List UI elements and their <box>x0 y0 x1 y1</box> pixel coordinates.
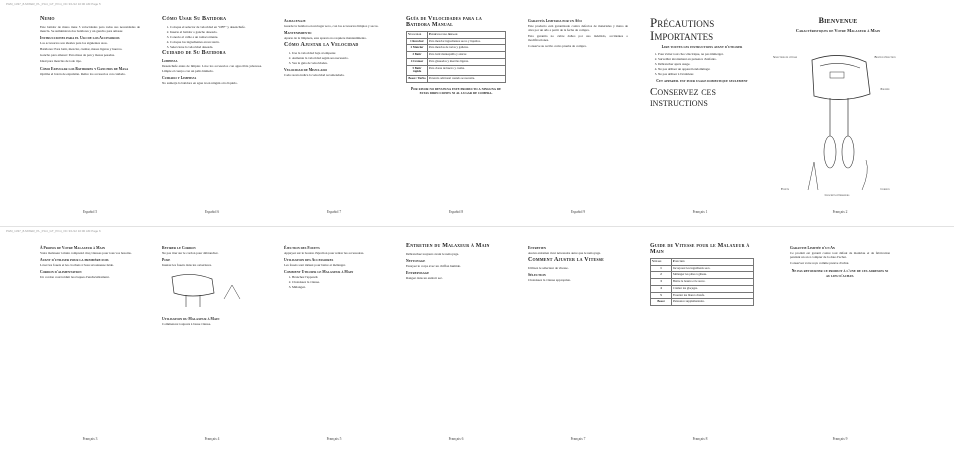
subheading: Utilisation des Accessoires <box>284 258 334 263</box>
steps-list <box>162 25 262 49</box>
table-header-row <box>407 32 506 39</box>
mixer-body <box>812 55 870 99</box>
page-number: Français 4 <box>204 437 220 441</box>
list-item: 3. Mélangez. <box>292 285 384 289</box>
subheading: Entretien <box>528 246 547 250</box>
list-item: 3. Débrancher après usage. <box>658 62 754 66</box>
subheading: Garantía Limitada por un Año <box>528 19 582 23</box>
subheading: Almacenaje <box>284 19 306 23</box>
paragraph: Un cordon court réduit les risques d'enchevêtrement. <box>40 275 110 280</box>
table-cell: Para glaseados y mezclas ligeras. <box>428 58 506 65</box>
paragraph: Utilisez le sélecteur de vitesse. <box>528 266 569 271</box>
column-6 <box>650 243 754 443</box>
subheading: Instrucciones para el Uso de los Accesorios <box>40 36 120 41</box>
steps-list <box>650 52 754 76</box>
column-7 <box>790 243 890 443</box>
label-beaters: Fouets <box>780 187 790 191</box>
page-title: Précautions Importantes <box>650 16 715 43</box>
paragraph: Ne pas tirer sur le cordon pour débrancher. <box>162 251 219 255</box>
table-cell: 4 <box>651 285 672 292</box>
subheading: Caractéristiques de Votre Malaxeur à Main <box>795 28 881 33</box>
column-4 <box>406 16 506 216</box>
label-speed-selector: Sélecteur de vitesse <box>772 55 798 59</box>
conserve-title: Conservez ces instructions <box>650 86 716 110</box>
table-cell: 2 Mezclar <box>407 45 428 52</box>
table-cell: 5 <box>651 292 672 299</box>
hand-mixer-illustration <box>800 52 880 202</box>
list-item: 1. Pour éviter tout choc électrique, ne pas immerger. <box>658 52 754 56</box>
column-2 <box>162 16 262 216</box>
subheading: Cuidado y Limpieza <box>162 75 197 80</box>
mixer-body <box>172 275 214 297</box>
list-item: 5. Seleccione la velocidad deseada. <box>170 45 262 49</box>
table-row <box>651 299 754 306</box>
table-cell: Para mezclas de tortas y galletas. <box>428 45 506 52</box>
column-5 <box>528 16 628 216</box>
page-number: Español 5 <box>82 210 98 214</box>
handle-outline <box>820 63 860 68</box>
page-number: Español 6 <box>204 210 220 214</box>
section-heading: Guide de Vitesse pour le Malaxeur à Main <box>650 243 750 255</box>
section-heading: Cómo Ajustar la Velocidad <box>284 42 359 49</box>
beater-insertion-illustration <box>162 269 252 309</box>
return-notice: Por favor no devuelva este producto a ninguna de estas direcciones ni al lugar de compra. <box>410 86 501 96</box>
paragraph: Laver les fouets et les crochets à l'eau savonneuse tiède. <box>40 263 114 268</box>
paragraph: Este producto está garantizado contra defectos de materiales y mano de obra por un año a partir de la fecha de compra. <box>528 24 628 33</box>
subheading: À Propos de Votre Malaxeur à Main <box>40 246 106 250</box>
subheading: Entreposage <box>406 271 430 276</box>
list-item: 5. Ne pas utiliser à l'extérieur. <box>658 72 754 76</box>
column-header: Ejemplos para Amasar <box>428 32 506 39</box>
paragraph: Ce produit est garanti contre tout défaut de matériau et de fabrication pendant un an à compter de la date d'achat. <box>790 251 890 260</box>
list-item: 2. Inserte el batidor o gancho deseado. <box>170 30 262 34</box>
page-number: Français 3 <box>82 437 98 441</box>
list-item: 3. Vea la guía de velocidades. <box>292 61 384 65</box>
table-row <box>407 75 506 82</box>
paragraph: Guarde la batidora en un lugar seco, con los accesorios limpios y secos. <box>284 24 379 28</box>
table-row <box>651 272 754 279</box>
paragraph: Essuyez le corps avec un chiffon humide. <box>406 264 461 269</box>
section-heading: Bienvenue <box>818 16 858 25</box>
subheading: Velocidad de Mezclado <box>284 68 327 73</box>
table-cell: Incorporer les ingrédients secs. <box>672 265 754 272</box>
column-2 <box>162 243 262 443</box>
list-item: 3. Conecte el cable a un tomacorriente. <box>170 35 262 39</box>
table-cell: 1 <box>651 265 672 272</box>
list-item: 2. Choisissez la vitesse. <box>292 280 384 284</box>
subheading: Pose <box>162 258 171 263</box>
page-number: Français 8 <box>692 437 708 441</box>
caps-notice: Lire toutes les instructions avant d'utiliser <box>661 45 743 49</box>
table-cell: Para claras de huevo y crema. <box>428 65 506 75</box>
paragraph: Cada receta indica la velocidad recomendada. <box>284 73 345 78</box>
table-cell: Para batir mantequilla y azúcar. <box>428 52 506 59</box>
steps-list <box>284 51 384 65</box>
table-cell: Potencia adicional cuando se necesite. <box>428 75 506 82</box>
page-number: Français 6 <box>448 437 464 441</box>
paragraph: Conservez votre reçu comme preuve d'achat. <box>790 261 850 266</box>
steps-list <box>284 275 384 289</box>
table-cell: Para mezclar ingredientes secos y líquidos. <box>428 38 506 45</box>
column-header: Velocidad <box>407 32 428 39</box>
paragraph: Los accesorios son ideales para los siguientes usos. <box>40 41 108 46</box>
section-heading: Comment Ajuster la Vitesse <box>528 257 605 264</box>
table-row <box>407 65 506 75</box>
dough-hook-icon <box>808 162 818 190</box>
subheading: Nettoyage <box>406 259 426 264</box>
section-heading: Cuidado de Su Batidora <box>162 50 226 57</box>
table-row <box>651 285 754 292</box>
subheading: Sélection <box>528 273 546 278</box>
paragraph: No sumerja la batidora en agua ni en ningún otro líquido. <box>162 80 238 85</box>
return-notice: Ne pas retourner ce produit à l'une de ces adresses ni au lieu d'achat. <box>791 269 889 278</box>
caps-notice: Cet appareil est pour usage domestique seulement <box>656 79 748 84</box>
subheading: Cómo Expulsar los Batidores y Ganchos de Masa <box>40 66 129 71</box>
paragraph: Aucun entretien n'est nécessaire autre que le nettoyage. <box>528 251 601 255</box>
paragraph: Appuyez sur le bouton d'éjection pour retirer les accessoires. <box>284 251 365 255</box>
print-slug: P&M_1337_8-MIXER_PL_Print_GT_Print_OC 3/1/12 10:00 AM Page 5 <box>6 2 101 6</box>
subheading: Retirer le Cordon <box>162 246 196 250</box>
bottom-spread <box>0 226 954 453</box>
paragraph: Aparte de la limpieza, este aparato no requiere mantenimiento. <box>284 36 367 41</box>
table-cell: 5 Batir rápido <box>407 65 428 75</box>
table-cell: Boost <box>651 299 672 306</box>
table-row <box>651 292 754 299</box>
paragraph: Oprima el botón de expulsión. Retire los accesorios con cuidado. <box>40 71 126 76</box>
paragraph: Desenchufe antes de limpiar. Lave los accesorios con agua tibia jabonosa. Limpie el cuerpo con un paño húmedo. <box>162 64 262 73</box>
cord-icon <box>862 160 867 190</box>
table-cell: 3 Batir <box>407 52 428 59</box>
whisk-right-icon <box>842 136 854 168</box>
page-number: Français 9 <box>832 437 848 441</box>
table-row <box>407 58 506 65</box>
subheading: Avant d'utiliser pour la première fois <box>40 258 109 263</box>
label-eject-button: Bouton d'éjection <box>874 55 896 59</box>
table-cell: 3 <box>651 279 672 286</box>
column-3 <box>284 16 384 216</box>
column-5 <box>528 243 628 443</box>
list-item: Gancho para amasar: Para masa de pan y masas pesadas. <box>40 53 115 58</box>
page-number: Français 1 <box>692 210 708 214</box>
subheading: Utilisation du Malaxeur à Main <box>162 317 220 322</box>
speed-table <box>406 31 506 83</box>
section-heading: Entretien du Malaxeur à Main <box>406 243 490 249</box>
table-cell: Battre le beurre et le sucre. <box>672 279 754 286</box>
subheading: Comment Utiliser le Malaxeur à Main <box>284 270 354 275</box>
whisk-left-icon <box>824 136 836 168</box>
section-heading: Guía de Velocidades para la Batidora Manual <box>406 16 483 28</box>
page-number: Español 9 <box>570 210 586 214</box>
paragraph: Este batidor de mano tiene 5 velocidades para todas sus necesidades de mezcla. Se suministran dos batidores y un gancho para amasar. <box>40 25 140 34</box>
section-heading: Cómo Usar Su Batidora <box>162 16 227 22</box>
list-item: 1. Use la velocidad baja al empezar. <box>292 51 384 55</box>
table-cell: Boost / Turbo <box>407 75 428 82</box>
subheading: Cordon d'alimentation <box>40 270 82 275</box>
paragraph: Débranchez toujours avant le nettoyage. <box>406 252 460 256</box>
table-row <box>407 38 506 45</box>
paragraph: Choisissez la vitesse appropriée. <box>528 278 571 283</box>
column-3 <box>284 243 384 443</box>
page-number: Français 7 <box>570 437 586 441</box>
label-dough-hooks: Crochets pétrisseurs <box>824 193 850 197</box>
list-item: Batidores: Para batir, mezclar, cremar, masas ligeras y huevos. <box>40 47 123 52</box>
table-cell: 1 Revolver <box>407 38 428 45</box>
table-row <box>651 279 754 286</box>
column-6 <box>650 16 754 216</box>
list-item: 4. Coloque los ingredientes en un tazón. <box>170 40 262 44</box>
label-handle: Poignée <box>880 87 890 91</box>
list-item: 2. Surveiller étroitement en présence d'enfants. <box>658 57 754 61</box>
column-header: Vitesse <box>651 259 672 266</box>
list-item: 4. Ne pas utiliser un appareil endommagé. <box>658 67 754 71</box>
list-item: 1. Branchez l'appareil. <box>292 275 384 279</box>
paragraph: Votre malaxeur à main comprend cinq vitesses pour tous vos besoins. <box>40 251 132 255</box>
top-spread <box>0 0 954 226</box>
table-cell: Mélanger les pâtes à gâteau. <box>672 272 754 279</box>
column-header: Fonction <box>672 259 754 266</box>
table-row <box>407 52 506 59</box>
subheading: Mantenimiento <box>284 31 312 36</box>
page-number: Español 7 <box>326 210 342 214</box>
label-cord: Cordon <box>880 187 890 191</box>
list-item: 1. Coloque el selector de velocidad en "OFF" y desenchufe. <box>170 25 262 29</box>
table-header-row <box>651 259 754 266</box>
section-heading: Nemo <box>40 16 55 22</box>
table-row <box>407 45 506 52</box>
speed-table <box>650 258 754 306</box>
list-item: Ideal para mezclas de todo tipo. <box>40 59 82 64</box>
subheading: Éjection des Fouets <box>284 246 320 250</box>
print-slug: P&M_1337_8-MIXER_PL_Print_GT_Print_OC 3/1/12 10:00 AM Page 6 <box>6 229 101 233</box>
page-number: Français 5 <box>326 437 342 441</box>
subheading: Limpieza <box>162 59 178 64</box>
paragraph: Esta garantía no cubre daños por uso indebido, accidentes o modificaciones. <box>528 34 628 43</box>
column-1 <box>40 243 140 443</box>
list-item: 2. Aumente la velocidad según sea necesario. <box>292 56 384 60</box>
table-cell: Fouetter les blancs d'œufs. <box>672 292 754 299</box>
speed-selector-icon <box>830 72 844 78</box>
column-4 <box>406 243 506 443</box>
subheading: Garantie Limitée d'un An <box>790 246 835 250</box>
table-row <box>651 265 754 272</box>
paragraph: Commencez toujours à basse vitesse. <box>162 322 211 327</box>
column-7 <box>772 16 904 216</box>
paragraph: Conserve su recibo como prueba de compra. <box>528 44 587 49</box>
paragraph: Rangez dans un endroit sec. <box>406 276 443 281</box>
arrow-up-icon <box>224 285 240 299</box>
paragraph: Insérez les fouets dans les ouvertures. <box>162 263 212 268</box>
table-cell: 4 Cremar <box>407 58 428 65</box>
table-cell: Puissance supplémentaire. <box>672 299 754 306</box>
table-cell: Crémer les glaçages. <box>672 285 754 292</box>
table-cell: 2 <box>651 272 672 279</box>
column-1 <box>40 16 140 216</box>
page-number: Español 8 <box>448 210 464 214</box>
page-number: Français 2 <box>832 210 848 214</box>
paragraph: Les fouets sont idéaux pour battre et mélanger. <box>284 263 346 268</box>
